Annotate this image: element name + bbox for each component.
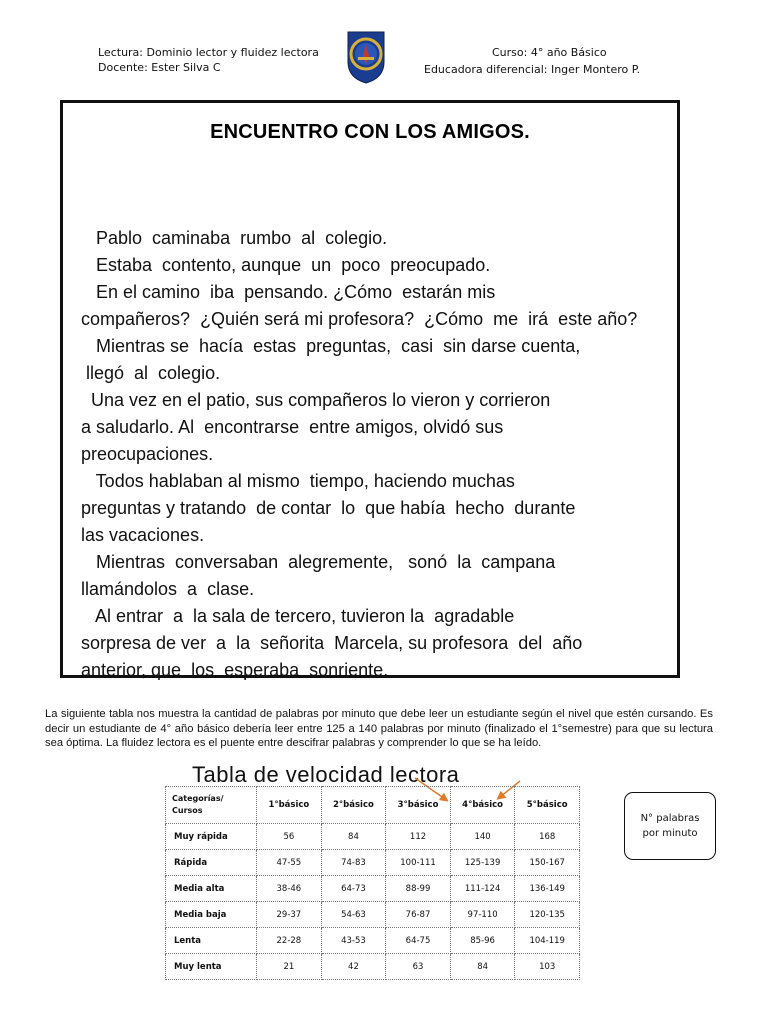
table-cell: 74-83 — [321, 850, 386, 876]
story-line: Mientras conversaban alegremente, sonó la campana — [81, 552, 556, 572]
corner-label-categories: Categorías/ — [172, 794, 224, 803]
reading-speed-table — [165, 786, 580, 980]
words-per-minute-note — [624, 792, 716, 860]
table-cell: 88-99 — [386, 876, 451, 902]
story-line: Pablo caminaba rumbo al colegio. — [81, 228, 388, 248]
row-category: Muy rápida — [166, 824, 257, 850]
table-cell: 22-28 — [257, 928, 322, 954]
note-line-1: N° palabras — [640, 813, 700, 824]
row-category: Lenta — [166, 928, 257, 954]
note-line-2: por minuto — [642, 828, 698, 839]
intro-paragraph: La siguiente tabla nos muestra la cantidad de palabras por minuto que debe leer un estudiante según el nivel que estén cursando. Es decir un estudiante de 4° año básico debería leer entre 125 a 140 palabras por minuto (finalizado el 1°semestre) para que su lectura sea óptima. La fluidez lectora es el puente entre descifrar palabras y comprender lo que se ha leído. — [45, 708, 713, 749]
table-cell: 42 — [321, 954, 386, 980]
table-row — [166, 850, 580, 876]
table-row — [166, 876, 580, 902]
educator-label: Educadora diferencial: Inger Montero P. — [424, 63, 641, 76]
course-label: Curso: 4° año Básico — [492, 46, 607, 59]
row-category: Rápida — [166, 850, 257, 876]
table-row — [166, 954, 580, 980]
story-line: compañeros? ¿Quién será mi profesora? ¿Cómo me irá este año? — [81, 309, 638, 329]
table-cell: 47-55 — [257, 850, 322, 876]
table-cell: 168 — [515, 824, 580, 850]
table-cell: 64-73 — [321, 876, 386, 902]
table-cell: 100-111 — [386, 850, 451, 876]
table-cell: 21 — [257, 954, 322, 980]
table-cell: 85-96 — [450, 928, 515, 954]
table-cell: 29-37 — [257, 902, 322, 928]
table-cell: 43-53 — [321, 928, 386, 954]
table-cell: 120-135 — [515, 902, 580, 928]
row-category: Muy lenta — [166, 954, 257, 980]
story-title: ENCUENTRO CON LOS AMIGOS. — [210, 121, 530, 143]
table-cell: 112 — [386, 824, 451, 850]
story-line: a saludarlo. Al encontrarse entre amigos, olvidó sus — [81, 417, 504, 437]
story-line: Todos hablaban al mismo tiempo, haciendo muchas — [81, 471, 515, 491]
table-cell: 84 — [450, 954, 515, 980]
story-line: Al entrar a la sala de tercero, tuvieron la agradable — [81, 606, 515, 626]
table-row — [166, 824, 580, 850]
story-line: Una vez en el patio, sus compañeros lo vieron y corrieron — [81, 390, 551, 410]
row-category: Media baja — [166, 902, 257, 928]
lesson-title: Lectura: Dominio lector y fluidez lectora — [98, 46, 319, 59]
table-title: Tabla de velocidad lectora — [192, 762, 460, 787]
story-line: Mientras se hacía estas preguntas, casi sin darse cuenta, — [81, 336, 581, 356]
table-row — [166, 928, 580, 954]
story-line: En el camino iba pensando. ¿Cómo estarán mis — [81, 282, 496, 302]
table-cell: 104-119 — [515, 928, 580, 954]
table-corner-header — [166, 787, 257, 824]
table-header-row — [166, 787, 580, 824]
story-line: Estaba contento, aunque un poco preocupado. — [81, 255, 491, 275]
table-cell: 136-149 — [515, 876, 580, 902]
teacher-name: Docente: Ester Silva C — [98, 61, 221, 74]
header-left — [98, 45, 319, 75]
table-cell: 103 — [515, 954, 580, 980]
story-line: preguntas y tratando de contar lo que había hecho durante — [81, 498, 576, 518]
column-header: 5°básico — [515, 787, 580, 824]
table-cell: 140 — [450, 824, 515, 850]
table-cell: 111-124 — [450, 876, 515, 902]
story-box — [60, 100, 680, 678]
table-cell: 150-167 — [515, 850, 580, 876]
table-cell: 76-87 — [386, 902, 451, 928]
column-header: 2°básico — [321, 787, 386, 824]
table-cell: 63 — [386, 954, 451, 980]
story-line: llegó al colegio. — [81, 363, 221, 383]
story-text — [81, 225, 681, 684]
story-line: llamándolos a clase. — [81, 579, 255, 599]
corner-label-courses: Cursos — [172, 806, 203, 815]
table-cell: 38-46 — [257, 876, 322, 902]
table-cell: 64-75 — [386, 928, 451, 954]
school-crest-icon — [346, 30, 386, 84]
story-line: sorpresa de ver a la señorita Marcela, su profesora del año — [81, 633, 583, 653]
column-header: 1°básico — [257, 787, 322, 824]
story-line: las vacaciones. — [81, 525, 205, 545]
table-cell: 56 — [257, 824, 322, 850]
column-header: 4°básico — [450, 787, 515, 824]
table-cell: 125-139 — [450, 850, 515, 876]
row-category: Media alta — [166, 876, 257, 902]
column-header: 3°básico — [386, 787, 451, 824]
story-line: anterior, que los esperaba sonriente. — [81, 660, 389, 680]
table-cell: 97-110 — [450, 902, 515, 928]
table-row — [166, 902, 580, 928]
table-cell: 54-63 — [321, 902, 386, 928]
story-line: preocupaciones. — [81, 444, 214, 464]
table-cell: 84 — [321, 824, 386, 850]
